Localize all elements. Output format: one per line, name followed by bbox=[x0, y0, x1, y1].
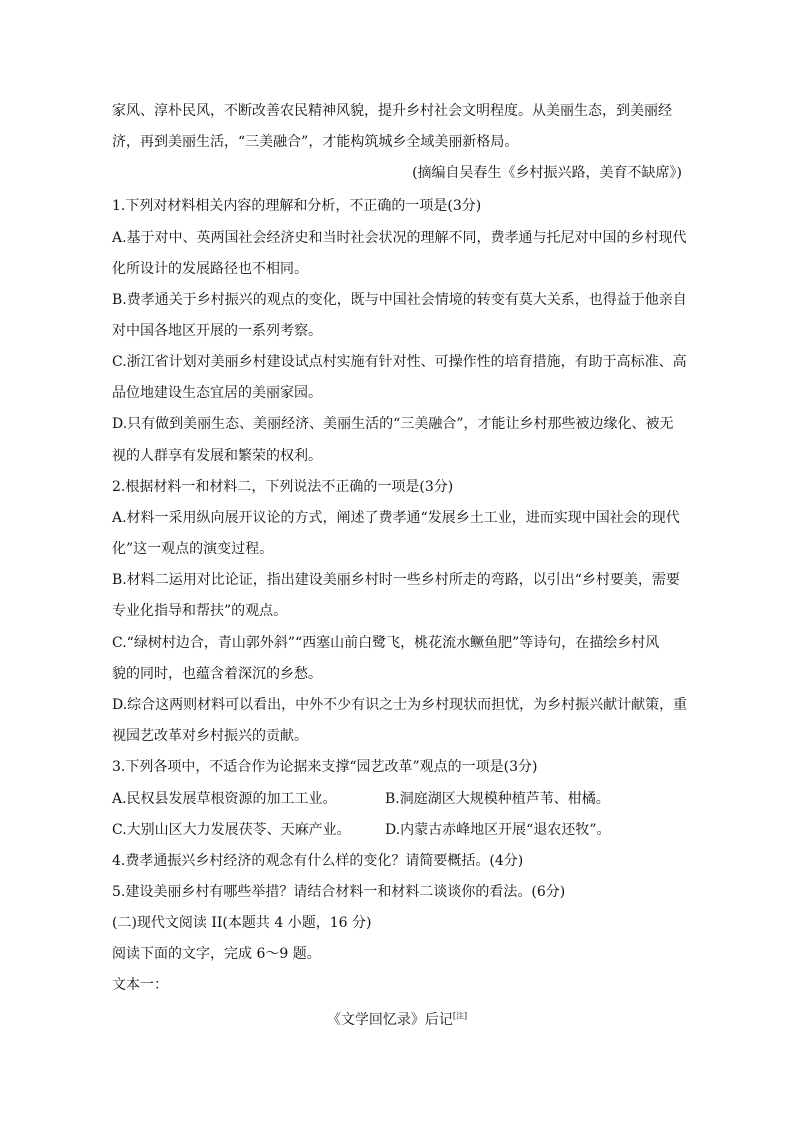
q1-option-a-line-2: 化所设计的发展路径也不相同。 bbox=[112, 261, 308, 277]
q2-option-a-line-1: A.材料一采用纵向展开议论的方式，阐述了费孝通“发展乡土工业，进而实现中国社会的现代 bbox=[112, 510, 680, 526]
q1-option-c-line-2: 品位地建设生态宜居的美丽家园。 bbox=[112, 385, 322, 401]
footnote-marker: [注] bbox=[452, 1011, 468, 1021]
q1-option-d-line-1: D.只有做到美丽生态、美丽经济、美丽生活的“三美融合”，才能让乡村那些被边缘化、被无 bbox=[112, 416, 674, 432]
reading-instruction: 阅读下面的文字，完成 6～9 题。 bbox=[112, 946, 321, 962]
article-title: 《文学回忆录》后记 bbox=[326, 1012, 453, 1028]
q1-option-d-line-2: 视的人群享有发展和繁荣的权利。 bbox=[112, 448, 322, 464]
q1-stem: 1.下列对材料相关内容的理解和分析，不正确的一项是(3分) bbox=[112, 198, 482, 214]
text1-label: 文本一： bbox=[112, 977, 168, 993]
q1-option-b-line-1: B.费孝通关于乡村振兴的观点的变化，既与中国社会情境的转变有莫大关系，也得益于他亲自 bbox=[112, 292, 687, 308]
section-heading: (二)现代文阅读 II(本题共 4 小题，16 分) bbox=[112, 915, 372, 931]
q3-option-c: C.大别山区大力发展茯苓、天麻产业。 bbox=[112, 822, 351, 838]
q2-option-c-line-2: 貌的同时，也蕴含着深沉的乡愁。 bbox=[112, 666, 322, 682]
q2-option-b-line-1: B.材料二运用对比论证，指出建设美丽乡村时一些乡村所走的弯路，以引出“乡村要美，需要 bbox=[112, 572, 680, 588]
intro-line-1: 家风、淳朴民风，不断改善农民精神风貌，提升乡村社会文明程度。从美丽生态，到美丽经 bbox=[112, 103, 672, 119]
q2-stem: 2.根据材料一和材料二，下列说法不正确的一项是(3分) bbox=[112, 479, 454, 495]
q2-option-a-line-2: 化”这一观点的演变过程。 bbox=[112, 541, 274, 557]
q1-option-c-line-1: C.浙江省计划对美丽乡村建设试点村实施有针对性、可操作性的培育措施，有助于高标准、高 bbox=[112, 354, 687, 370]
q5-stem: 5.建设美丽乡村有哪些举措？请结合材料一和材料二谈谈你的看法。(6分) bbox=[112, 884, 566, 900]
q2-option-d-line-1: D.综合这两则材料可以看出，中外不少有识之士为乡村现状而担忧，为乡村振兴献计献策，重 bbox=[112, 697, 688, 713]
q2-option-d-line-2: 视园艺改革对乡村振兴的贡献。 bbox=[112, 728, 308, 744]
article-title-line bbox=[0, 1010, 794, 1030]
q2-option-c-line-1: C.“绿树村边合，青山郭外斜”“西塞山前白鹭飞，桃花流水鳜鱼肥”等诗句，在描绘乡村风 bbox=[112, 635, 660, 651]
q3-option-b: B.洞庭湖区大规模种植芦苇、柑橘。 bbox=[385, 791, 610, 807]
intro-line-2: 济，再到美丽生活，“三美融合”，才能构筑城乡全域美丽新格局。 bbox=[112, 134, 519, 150]
q2-option-b-line-2: 专业化指导和帮扶”的观点。 bbox=[112, 603, 288, 619]
q3-option-d: D.内蒙古赤峰地区开展“退农还牧”。 bbox=[385, 822, 611, 838]
q4-stem: 4.费孝通振兴乡村经济的观念有什么样的变化？请简要概括。(4分) bbox=[112, 853, 524, 869]
source-citation: (摘编自吴春生《乡村振兴路，美育不缺席》) bbox=[412, 165, 682, 181]
q3-option-a: A.民权县发展草根资源的加工工业。 bbox=[112, 791, 337, 807]
q3-stem: 3.下列各项中，不适合作为论据来支撑“园艺改革”观点的一项是(3分) bbox=[112, 759, 538, 775]
q1-option-a-line-1: A.基于对中、英两国社会经济史和当时社会状况的理解不同，费孝通与托尼对中国的乡村现代 bbox=[112, 230, 687, 246]
q1-option-b-line-2: 对中国各地区开展的一系列考察。 bbox=[112, 323, 322, 339]
